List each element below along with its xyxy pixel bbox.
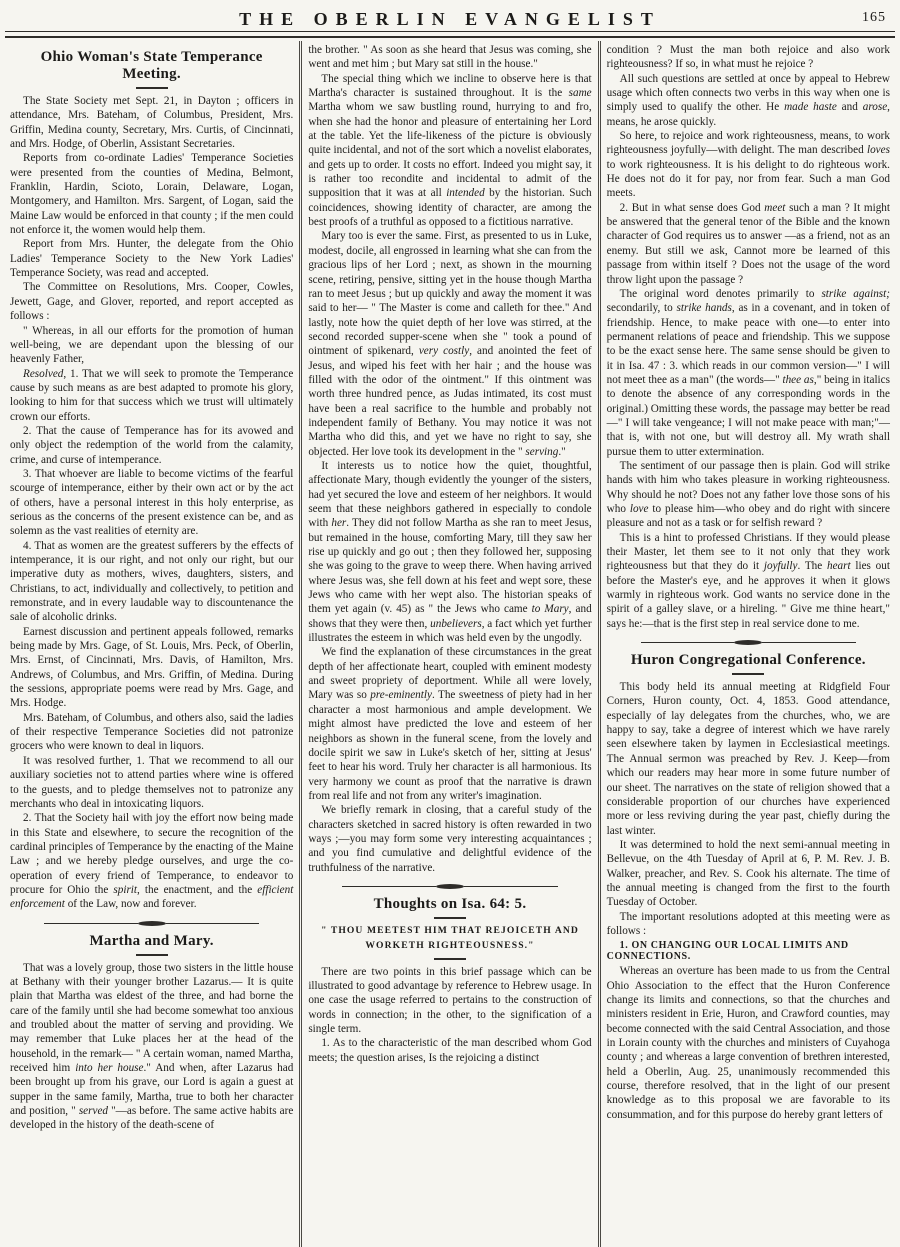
article-divider	[641, 640, 856, 645]
divider-line	[44, 923, 138, 924]
article-heading: Thoughts on Isa. 64: 5.	[373, 895, 527, 912]
body-paragraph: Mary too is ever the same. First, as presented to us in Luke, modest, docile, all engrossed in learning what she can from the gracious lips of her Lord ; next, as shown in the mourning scene, retiring, pensive, sitting yet in the house though Martha ran to meet Jesus ; but up quickly and away the moment it was said to her— " The Master is come and calleth for thee." And lastly, note how the quiet depth of her love was stirred, at the second recorded supper-scene when she " took a pound of ointment of spikenard, very costly, and anointed the feet of Jesus, and wiped his feet with her hair ; and the house was filled with the odor of the ointment." If this ointment was worth three hundred pence, as Judas intimated, its cost must have been a real sacrifice to the humble and probably not independent family of Bethany. You may notice it was not Martha who did this, and yet we have no right to say, she objected. Her love took its development in the " serving."	[308, 230, 592, 458]
heading-rule	[434, 917, 466, 919]
body-paragraph: The sentiment of our passage then is plain. God will strike hands with him who takes pleasure in working righteousness. Why should he not? Does not any father love those sons of his who love to please him—who obey and do right with sincere pleasure and not as a task or for selfish reward ?	[606, 459, 890, 530]
body-paragraph: It was determined to hold the next semi-annual meeting in Bellevue, on the 4th Tuesday of April at 6, P. M. Rev. J. B. Walker, preacher, and Rev. S. Cook his alternate. The time of the annual meeting is changed from the first to the fourth Tuesday of October.	[606, 838, 890, 909]
article-divider	[342, 884, 557, 889]
body-paragraph: " Whereas, in all our efforts for the promotion of human well-being, we are dependant upon the blessing of our heavenly Father,	[10, 324, 294, 366]
page-number: 165	[862, 10, 886, 25]
divider-line	[166, 923, 260, 924]
body-paragraph: 1. As to the characteristic of the man described whom God meets; the question arises, Is the rejoicing a distinct	[308, 1037, 592, 1064]
body-paragraph: We find the explanation of these circumstances in the great depth of her affectionate heart, coupled with eminent modesty and sweet propriety of deportment. While all were lovely, Mary was so pre-eminently. The sweetness of piety had in her character a most harmonious and ample development. We might almost have predicted the love and esteem of her neighbors as shown in the funeral scene, from the lovely and docile spirit we saw in Luke's sketch of her, sitting at Jesus' feet to hear his word. Truly her character is all harmonious. Its very harmony we count as proof that the narrative is drawn from real life and not from any writer's imagination.	[308, 646, 592, 802]
column-2	[303, 41, 596, 1247]
article-epigraph: " THOU MEETEST HIM THAT REJOICETH AND WORKETH RIGHTEOUSNESS."	[321, 924, 579, 951]
resolution-subhead: 1. ON CHANGING OUR LOCAL LIMITS AND CONNECTIONS.	[606, 940, 849, 963]
body-paragraph: Mrs. Bateham, of Columbus, and others also, said the ladies of their respective Temperance Societies did not patronize grocers who were known to deal in liquors.	[10, 711, 294, 753]
masthead	[0, 0, 900, 30]
masthead-rule	[5, 31, 895, 38]
column-1	[5, 41, 298, 1247]
body-paragraph: It was resolved further, 1. That we recommend to all our auxiliary societies not to attend parties where wine is offered to the guests, and to pledge themselves not to patronize any merchants who deal in intoxicating liquors.	[10, 754, 294, 810]
body-paragraph: The special thing which we incline to observe here is that Martha's character is sustained throughout. It is the same Martha whom we saw bustling round, hurrying to and fro, when she had the honor and pleasure of entertaining her Lord at the table. Yet the life-likeness of the picture is obviously quite incidental, and not of the sort which a novelist elaborates, and gets up to order. It costs no effort. Indeed you might say, it is rather too recondite and incidental to admit of the supposition that it was at all intended by the historian. Such coincidences, showing identity of character, are among the best proofs of a truthful as opposed to a fictitious narrative.	[308, 72, 592, 229]
body-paragraph: 4. That as women are the greatest sufferers by the effects of intemperance, it is our right, and not only our right, but our imperative duty as mothers, wives, daughters, sisters, and Christians, to act, individually and collectively, to petition and remonstrate, and in every laudable way to discountenance the sale of alcoholic drinks.	[10, 539, 294, 624]
body-paragraph: Earnest discussion and pertinent appeals followed, remarks being made by Mrs. Gage, of St. Louis, Mrs. Peck, of Oberlin, Mrs. Ernst, of Cincinnati, Mrs. Davis, of Hamilton, Mrs. Andrews, of Columbus, and Mrs. Griffin, of Medina. During the sessions, appropriate poems were read by Mrs. Gage, and Mrs. Hodge.	[10, 625, 294, 710]
article-heading: Martha and Mary.	[89, 932, 214, 949]
body-paragraph: The State Society met Sept. 21, in Dayton ; officers in attendance, Mrs. Bateham, of Columbus, President, Mrs. Griffin, Medina county, Secretary, Mrs. Curtis, of Cincinnati, and Mrs. Hodge, of Oberlin, Assistant Secretaries.	[10, 95, 294, 151]
column-rule	[598, 41, 601, 1247]
body-paragraph: So here, to rejoice and work righteousness, means, to work righteousness joyfully—with delight. The man described loves to work righteousness. It is his delight to do righteous work. He does not do it for pay, nor from fear. Such a man God meets.	[606, 130, 890, 200]
article-heading: Huron Congregational Conference.	[630, 652, 866, 669]
body-paragraph: 2. That the Society hail with joy the effort now being made in this State and elsewhere, to secure the recognition of the cardinal principles of Temperance by the enacting of the Maine Law ; and we hereby pledge ourselves, and urge the co-operation of every friend of Temperance, to endeavor to procure for Ohio the spirit, the enactment, and the efficient enforcement of the Law, now and forever.	[10, 812, 294, 911]
body-paragraph: 3. That whoever are liable to become victims of the fearful scourge of intemperance, either by their own act or by the act of others, have a personal interest in this holy enterprise, as serious as the concerns of the present existence can be, and as solemn as the vast realities of eternity are.	[10, 467, 294, 538]
body-paragraph: the brother. " As soon as she heard that Jesus was coming, she went and met him ; but Mary sat still in the house."	[308, 44, 592, 71]
body-paragraph: condition ? Must the man both rejoice and also work righteousness? If so, in what must he rejoice ?	[606, 44, 890, 71]
body-paragraph: The Committee on Resolutions, Mrs. Cooper, Cowles, Jewett, Gage, and Glover, reported, and report accepted as follows :	[10, 281, 294, 323]
body-paragraph: Report from Mrs. Hunter, the delegate from the Ohio Ladies' Temperance Society to the New York Ladies' Temperance Society, was read and accepted.	[10, 238, 294, 280]
divider-line	[762, 642, 856, 643]
article-heading: Ohio Woman's State Temperance Meeting.	[40, 49, 263, 82]
body-paragraph: This body held its annual meeting at Ridgfield Four Corners, Huron county, Oct. 4, 1853. Good attendance, especially of lay delegates from the churches, who, we are happy to say, take a degree of interest which we have rarely seen elsewhere taken by laymen in Ecclesiastical meetings. The Annual sermon was preached by Rev. J. Keep—from which our readers may hear more in some future number of our sheet. The narratives on the state of religion showed that a considerable proportion of our churches have experienced more or less reviving during the year past, chiefly during the last winter.	[606, 681, 890, 837]
body-paragraph: All such questions are settled at once by appeal to Hebrew usage which often connects two verbs in this way when one is simply used to qualify the other. He made haste and arose, means, he arose quickly.	[606, 72, 890, 128]
body-paragraph: That was a lovely group, those two sisters in the little house at Bethany with their younger brother Lazarus.— It is quite plain that Martha was eldest of the three, and had borne the care of the family until she had become somewhat too anxious and troubled about the matter of serving and providing. We may remember that Luke places her at the head of the household, in the remark— " A certain woman, named Martha, received him into her house." And when, after Lazarus had been brought up from his grave, our Lord is again a guest at supper in the same family, Martha, true to both her character and position, " served "—as before. The same active habits are developed in the history of the death-scene of	[10, 961, 294, 1132]
body-paragraph: The original word denotes primarily to strike against; secondarily, to strike hands, as in a covenant, and in token of friendship. Hence, to make peace with one—to enter into permanent relations of peace and friendship. This we suppose to be the exact sense here. The same sense should be given to it in Isa. 47 : 3. which reads in our common version—" I will not meet thee as a man" (the words—" thee as," being in italics to denote the absence of any corresponding words in the original.) Omitting these words, the passage may better be read—" I will take vengeance; I will not make peace with man;"—that is, with not one, but will destroy all. My wrath shall pursue them to utter extermination.	[606, 287, 890, 458]
divider-diamond-icon	[138, 921, 166, 926]
body-paragraph: The important resolutions adopted at this meeting were as follows :	[606, 910, 890, 937]
body-paragraph: We briefly remark in closing, that a careful study of the characters sketched in sacred history is often rewarded in two ways ;—you may form some very interesting acquaintances ; and you find cumulative and delightful evidence of the truthfulness of the narrative.	[308, 804, 592, 874]
body-paragraph: Whereas an overture has been made to us from the Central Ohio Association to the effect that the Huron Conference change its limits and connections, so that the churches and ministers resident in Erie, Huron, and Crawford counties, may become connected with the said Central Association, and those in Lorain county with the churches and ministers of Cuyahoga county ; and whereas a large convention of brethren interested, held a Oberlin, Aug. 25, unanimously recommended this course, therefore resolved, that in the light of our present knowledge as to this proposal we are favorable to its consummation, and for this purpose do hereby grant letters of	[606, 965, 890, 1121]
body-paragraph: There are two points in this brief passage which can be illustrated to good advantage by reference to Hebrew usage. In one case the usage referred to pertains to the construction of words in connection; in the other, to the signification of a single term.	[308, 965, 592, 1036]
masthead-title: THE OBERLIN EVANGELIST	[239, 9, 661, 29]
body-paragraph: Reports from co-ordinate Ladies' Temperance Societies were presented from the counties of Medina, Belmont, Franklin, Hardin, Scioto, Lorain, Delaware, Logan, Montgomery, and Hamilton. Mrs. Sargent, of Logan, said the Maine Law would be enforced in that county ; if the men could not enforce it, the women would help them.	[10, 152, 294, 237]
divider-line	[464, 886, 558, 887]
body-paragraph: It interests us to notice how the quiet, thoughtful, affectionate Mary, though evidently the younger of the sisters, had yet secured the love and esteem of her neighbors. It would seem that these neighbors gathered in especially to condole with her. They did not follow Martha as she ran to meet Jesus, but remained in the house, comforting Mary, till they saw her rise up quickly and go out ; then they followed her, supposing she was going to the grave to weep there. When having arrived where Jesus was, she fell down at his feet and wept sore, these Jews who came with her wept also. The historian speaks of them yet again (v. 45) as " the Jews who came to Mary, and shows that they were then, unbelievers, a fact which yet further illustrates the esteem in which was held even by the ungodly.	[308, 459, 592, 645]
column-rule	[299, 41, 302, 1247]
body-paragraph: Resolved, 1. That we will seek to promote the Temperance cause by such means as are best adapted to promote his glory, looking to him for that success which we trust will ultimately crown our efforts.	[10, 367, 294, 423]
body-paragraph: 2. That the cause of Temperance has for its avowed and only object the redemption of the world from the calamity, crime, and curse of intemperance.	[10, 424, 294, 466]
divider-line	[342, 886, 436, 887]
heading-rule	[136, 87, 168, 89]
column-3	[602, 41, 895, 1247]
divider-diamond-icon	[436, 884, 464, 889]
heading-rule	[732, 673, 764, 675]
divider-line	[641, 642, 735, 643]
divider-diamond-icon	[734, 640, 762, 645]
body-paragraph: This is a hint to professed Christians. If they would please their Master, let them see to it not only that they work righteousness but that they do it joyfully. The heart lies out before the Master's eye, and he approves it when it glows warmly in righteous work. God wants no service done in the spirit of a galley slave, or a hireling. " Give me thine heart," says he:—that is the first step in real service done to me.	[606, 531, 890, 630]
body-paragraph: 2. But in what sense does God meet such a man ? It might be answered that the general tenor of the Bible and the known character of God requires us to answer —as a friend, not as an enemy. But still we ask, Cannot more be learned of this passage from within itself ? Does not the usage of the word throw light upon the passage ?	[606, 201, 890, 286]
heading-rule	[434, 958, 466, 960]
columns-container	[0, 38, 900, 1247]
article-divider	[44, 921, 259, 926]
heading-rule	[136, 954, 168, 956]
